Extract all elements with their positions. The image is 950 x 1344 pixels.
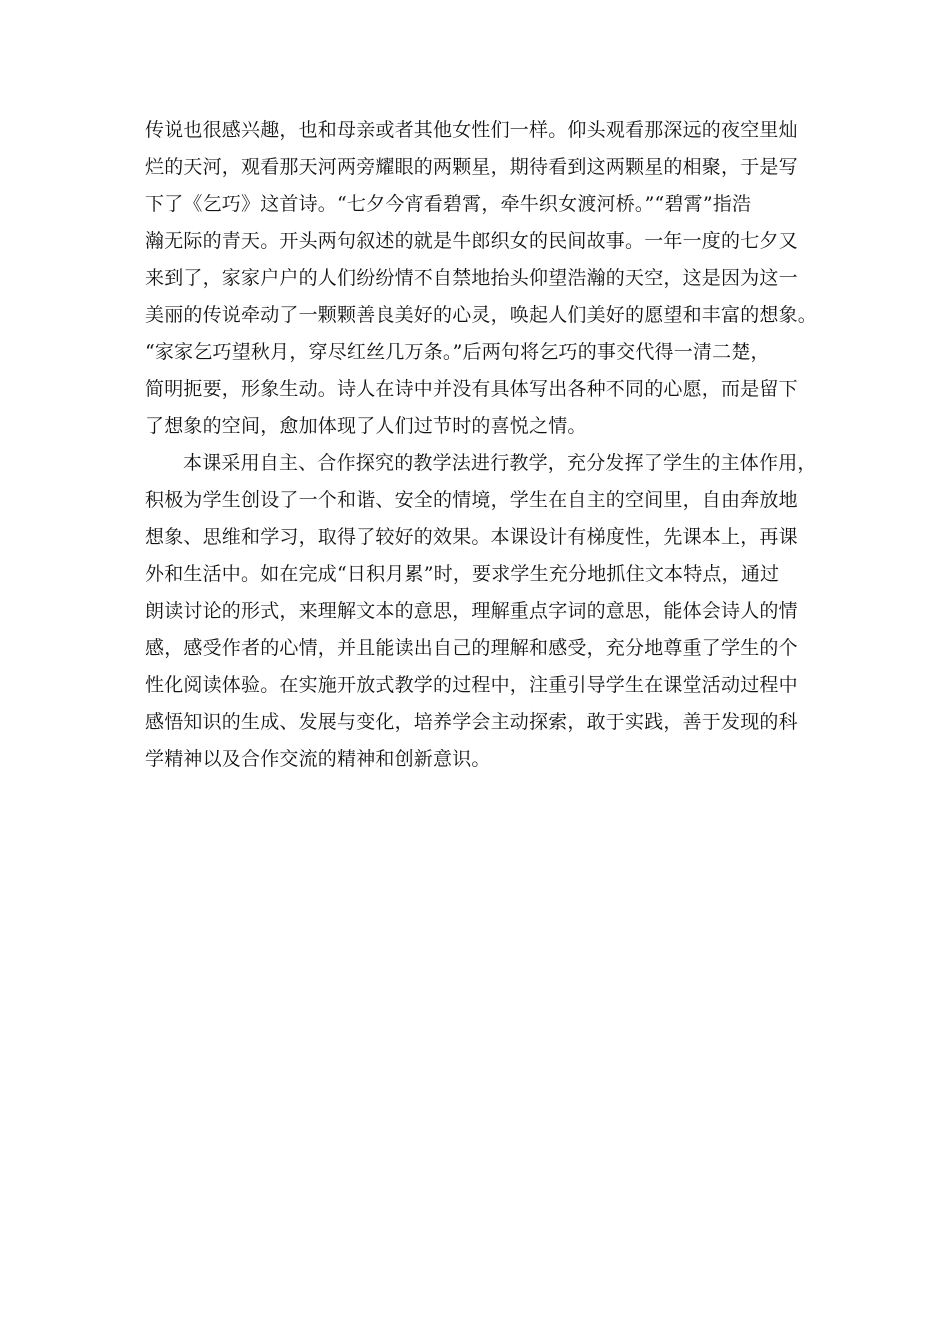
document-body xyxy=(145,112,818,778)
paragraph-2 xyxy=(145,445,815,778)
paragraph-line: 来到了，家家户户的人们纷纷情不自禁地抬头仰望浩瀚的天空，这是因为这一 xyxy=(145,267,798,289)
paragraph-line: 想象、思维和学习，取得了较好的效果。本课设计有梯度性，先课本上，再课 xyxy=(145,526,798,548)
paragraph-line: 外和生活中。如在完成“日积月累”时，要求学生充分地抓住文本特点，通过 xyxy=(145,563,780,585)
paragraph-line: 感，感受作者的心情，并且能读出自己的理解和感受，充分地尊重了学生的个 xyxy=(145,637,798,659)
paragraph-line: 传说也很感兴趣，也和母亲或者其他女性们一样。仰头观看那深远的夜空里灿 xyxy=(145,119,798,141)
paragraph-line: 感悟知识的生成、发展与变化，培养学会主动探索，敢于实践，善于发现的科 xyxy=(145,711,798,733)
paragraph-line: 烂的天河，观看那天河两旁耀眼的两颗星，期待看到这两颗星的相聚，于是写 xyxy=(145,156,798,178)
paragraph-line: 学精神以及合作交流的精神和创新意识。 xyxy=(145,748,491,770)
paragraph-line: 朗读讨论的形式，来理解文本的意思，理解重点字词的意思，能体会诗人的情 xyxy=(145,600,798,622)
paragraph-line: 美丽的传说牵动了一颗颗善良美好的心灵，唤起人们美好的愿望和丰富的想象。 xyxy=(145,304,818,326)
paragraph-line: 下了《乞巧》这首诗。“七夕今宵看碧霄，牵牛织女渡河桥。”“碧霄”指浩 xyxy=(145,193,752,215)
paragraph-line: 瀚无际的青天。开头两句叙述的就是牛郎织女的民间故事。一年一度的七夕又 xyxy=(145,230,798,252)
paragraph-line: 性化阅读体验。在实施开放式教学的过程中，注重引导学生在课堂活动过程中 xyxy=(145,674,798,696)
paragraph-1 xyxy=(145,112,818,445)
paragraph-line: 了想象的空间，愈加体现了人们过节时的喜悦之情。 xyxy=(145,415,587,437)
paragraph-line: 积极为学生创设了一个和谐、安全的情境，学生在自主的空间里，自由奔放地 xyxy=(145,489,798,511)
paragraph-line: “家家乞巧望秋月，穿尽红丝几万条。”后两句将乞巧的事交代得一清二楚， xyxy=(145,341,770,363)
paragraph-line: 简明扼要，形象生动。诗人在诗中并没有具体写出各种不同的心愿，而是留下 xyxy=(145,378,798,400)
paragraph-line: 本课采用自主、合作探究的教学法进行教学，充分发挥了学生的主体作用， xyxy=(183,452,817,474)
